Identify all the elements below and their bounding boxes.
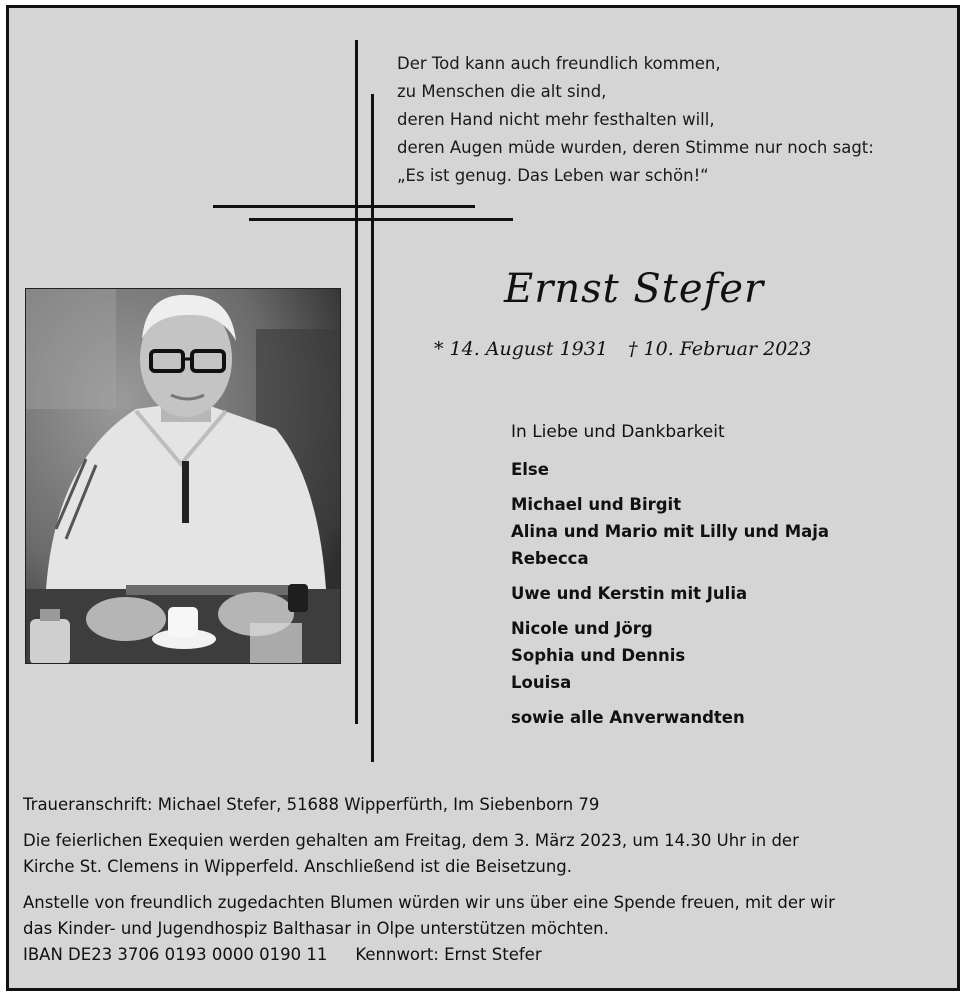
service-info [23,828,943,880]
poem-line: zu Menschen die alt sind, [397,82,607,101]
family-member: Alina und Mario mit Lilly und Maja [511,522,830,541]
cross-horizontal-top [213,205,475,208]
family-member: sowie alle Anverwandten [511,708,745,727]
family-member: Nicole und Jörg [511,619,653,638]
service-line: Die feierlichen Exequien werden gehalten am Freitag, dem 3. März 2023, um 14.30 Uhr in der [23,831,799,850]
family-group [511,491,829,572]
death-date: † 10. Februar 2023 [627,338,812,360]
life-dates [434,338,825,360]
family-member: Louisa [511,673,572,692]
cross-horizontal-bottom [249,218,513,221]
poem-line: „Es ist genug. Das Leben war schön!“ [397,166,709,185]
poem-line: deren Augen müde wurden, deren Stimme nur noch sagt: [397,138,874,157]
deceased-name: Ernst Stefer [504,266,765,312]
iban: IBAN DE23 3706 0193 0000 0190 11 [23,945,328,964]
donation-line: Anstelle von freundlich zugedachten Blumen würden wir uns über eine Spende freuen, mit der wir [23,893,835,912]
portrait-illustration [26,289,341,664]
family-member: Michael und Birgit [511,495,682,514]
portrait-photo [25,288,341,664]
poem-line: Der Tod kann auch freundlich kommen, [397,54,721,73]
birth-date: * 14. August 1931 [434,338,608,360]
obituary-card [6,5,960,991]
family-member: Sophia und Dennis [511,646,686,665]
kennwort: Kennwort: Ernst Stefer [355,945,542,964]
family-intro: In Liebe und Dankbarkeit [511,422,725,442]
cross-vertical-right [371,94,374,762]
donation-line: das Kinder- und Jugendhospiz Balthasar in Olpe unterstützen möchten. [23,919,609,938]
family-member: Rebecca [511,549,589,568]
family-list [511,422,829,739]
bank-details [23,945,570,964]
service-line: Kirche St. Clemens in Wipperfeld. Anschließend ist die Beisetzung. [23,857,573,876]
family-group [511,615,829,696]
family-member: Uwe und Kerstin mit Julia [511,584,748,603]
family-group [511,704,829,731]
family-member: Else [511,460,549,479]
family-group [511,580,829,607]
mourning-address: Traueranschrift: Michael Stefer, 51688 Wipperfürth, Im Siebenborn 79 [23,795,600,814]
footer-info [23,792,943,978]
poem [397,50,874,190]
cross-vertical-left [355,40,358,724]
family-group [511,456,829,483]
donation-info [23,890,943,968]
poem-line: deren Hand nicht mehr festhalten will, [397,110,715,129]
